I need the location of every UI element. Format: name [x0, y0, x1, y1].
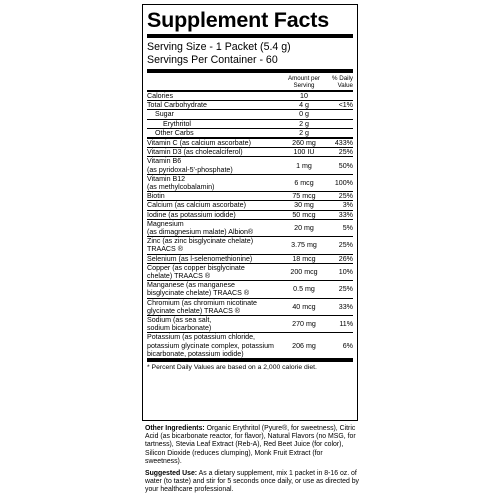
nutrient-daily-value: 433%: [334, 139, 353, 148]
nutrient-row: [147, 315, 353, 332]
nutrient-name-line: Chromium (as chromium nicotinate: [147, 298, 257, 307]
nutrient-name: [147, 220, 285, 236]
nutrient-name: [147, 201, 285, 209]
nutrient-amount: 30 mg: [294, 201, 314, 210]
nutrient-row: [147, 254, 353, 263]
nutrient-daily-value: 33%: [338, 210, 353, 219]
nutrient-name-line: Erythritol: [163, 119, 191, 128]
nutrient-daily-value: 33%: [338, 302, 353, 311]
suggested-use-text: As a dietary supplement, mix 1 packet in 8-16 oz. of water (to taste) and stir for 5 seconds once daily, or use as directed by your healthcare professional.: [145, 470, 359, 494]
nutrient-row: [147, 210, 353, 219]
nutrient-amount: 4 g: [299, 101, 309, 110]
suggested-use: [145, 470, 360, 495]
nutrient-name-line: Biotin: [147, 192, 165, 201]
supplement-facts-panel: [142, 4, 358, 421]
nutrient-row: [147, 109, 353, 118]
nutrient-name-line: bicarbonate, potassium iodide): [147, 349, 244, 358]
nutrient-row: [147, 263, 353, 280]
nutrient-name-line: Other Carbs: [155, 128, 194, 137]
nutrient-name-line: Calcium (as calcium ascorbate): [147, 201, 246, 210]
nutrient-daily-value: 25%: [338, 148, 353, 157]
nutrient-daily-value: 26%: [338, 254, 353, 263]
nutrient-name: [147, 255, 285, 263]
nutrient-name: [147, 148, 285, 156]
nutrient-daily-value: 25%: [338, 285, 353, 294]
nutrient-row: [147, 90, 353, 100]
nutrient-row: [147, 200, 353, 209]
nutrient-name-line: Potassium (as potassium chloride,: [147, 333, 256, 342]
nutrient-name: [147, 157, 285, 173]
nutrient-daily-value: 100%: [334, 178, 353, 187]
nutrient-name: [147, 175, 285, 191]
nutrient-name-line: Copper (as copper bisglycinate: [147, 263, 245, 272]
nutrient-row: [147, 280, 353, 297]
nutrient-daily-value: 25%: [338, 192, 353, 201]
nutrient-name-line: Vitamin B6: [147, 157, 182, 166]
nutrient-name-line: glycinate chelate) TRAACS ®: [147, 306, 241, 315]
nutrient-amount: 2 g: [299, 119, 309, 128]
nutrient-name-line: Vitamin C (as calcium ascorbate): [147, 139, 251, 148]
servings-per-container: Servings Per Container - 60: [147, 53, 278, 66]
nutrient-row: [147, 137, 353, 147]
nutrient-row: [147, 219, 353, 236]
nutrient-row: [147, 298, 353, 315]
nutrient-daily-value: 10%: [338, 267, 353, 276]
nutrient-daily-value: 50%: [338, 161, 353, 170]
nutrient-name-line: Total Carbohydrate: [147, 101, 207, 110]
nutrient-name-line: Vitamin B12: [147, 174, 186, 183]
nutrient-name: [147, 101, 285, 109]
nutrient-name-line: (as dimagnesium malate) Albion®: [147, 228, 254, 237]
nutrient-amount: 270 mg: [292, 320, 316, 329]
suggested-use-label: Suggested Use:: [145, 470, 198, 477]
header-daily-value: % Daily Value: [332, 75, 353, 89]
nutrient-row: [147, 236, 353, 253]
nutrient-name: [147, 264, 285, 280]
nutrient-name: [147, 316, 285, 332]
nutrient-amount: 75 mcg: [292, 192, 316, 201]
nutrient-daily-value: 5%: [342, 223, 353, 232]
nutrient-name-line: sodium bicarbonate): [147, 324, 212, 333]
nutrient-amount: 50 mcg: [292, 210, 316, 219]
other-ingredients: [145, 425, 360, 466]
nutrient-row: [147, 100, 353, 109]
nutrient-row: [147, 174, 353, 191]
nutrient-amount: 10: [300, 92, 308, 100]
nutrient-row: [147, 147, 353, 156]
nutrient-name: [147, 192, 285, 200]
nutrient-name-line: Vitamin D3 (as cholecalciferol): [147, 148, 243, 157]
nutrient-amount: 0.5 mg: [293, 285, 315, 294]
nutrient-name: [147, 237, 285, 253]
nutrient-amount: 100 IU: [293, 148, 315, 157]
nutrient-amount: 6 mcg: [294, 178, 314, 187]
nutrient-daily-value: 11%: [339, 320, 353, 329]
nutrient-amount: 260 mg: [292, 139, 316, 148]
nutrient-rows: [147, 90, 353, 358]
nutrient-row: [147, 156, 353, 173]
nutrient-amount: 0 g: [299, 110, 309, 119]
nutrient-row: [147, 128, 353, 137]
nutrient-name-line: bisglycinate chelate) TRAACS ®: [147, 289, 250, 298]
nutrient-name: [147, 211, 285, 219]
nutrient-name: [147, 120, 285, 128]
nutrient-name-line: Magnesium: [147, 219, 184, 228]
nutrient-name: [147, 92, 285, 100]
other-ingredients-text: Organic Erythritol (Pyure®, for sweetness), Citric Acid (as bicarbonate reactor, for flavor), Natural Flavors (no MSG, for tartness), Stevia Leaf Extract (Reb-A), Red Beet Juice (for color), Silicon Dioxide (reduces clumping), Monk Fruit Extract (for sweetness).: [145, 425, 356, 465]
header-amount: Amount per Serving: [288, 75, 320, 89]
nutrient-daily-value: 3%: [342, 201, 353, 210]
nutrient-name-line: TRAACS ®: [147, 245, 183, 254]
nutrient-amount: 206 mg: [292, 341, 316, 350]
nutrient-name: [147, 129, 285, 137]
nutrient-daily-value: 6%: [342, 341, 353, 350]
nutrient-name: [147, 299, 285, 315]
other-ingredients-label: Other Ingredients:: [145, 425, 205, 432]
table-header: [147, 75, 353, 90]
nutrient-name-line: chelate) TRAACS ®: [147, 272, 211, 281]
nutrient-daily-value: <1%: [338, 101, 353, 110]
nutrient-row: [147, 191, 353, 200]
nutrient-amount: 1 mg: [296, 161, 312, 170]
nutrient-name: [147, 281, 285, 297]
nutrient-name-line: Iodine (as potassium iodide): [147, 210, 236, 219]
nutrient-name-line: Calories: [147, 92, 174, 100]
nutrient-name-line: Selenium (as l-selenomethionine): [147, 254, 253, 263]
nutrient-name-line: (as methylcobalamin): [147, 183, 215, 192]
nutrient-name-line: Manganese (as manganese: [147, 281, 235, 290]
nutrient-amount: 20 mg: [294, 223, 314, 232]
nutrient-amount: 3.75 mg: [291, 241, 317, 250]
title-rule: [147, 34, 353, 38]
nutrient-daily-value: 25%: [338, 241, 353, 250]
nutrient-name-line: potassium glycinate complex, potassium: [147, 341, 274, 350]
nutrient-name: [147, 139, 285, 147]
nutrient-name: [147, 333, 285, 358]
serving-rule: [147, 69, 353, 73]
nutrient-name-line: (as pyridoxal-5'-phosphate): [147, 165, 233, 174]
nutrient-name: [147, 110, 285, 118]
nutrient-name-line: Sodium (as sea salt,: [147, 316, 212, 325]
panel-title: Supplement Facts: [147, 8, 329, 32]
nutrient-name-line: Sugar: [155, 110, 174, 119]
nutrient-amount: 2 g: [299, 128, 309, 137]
nutrient-amount: 200 mcg: [290, 267, 318, 276]
footnote: * Percent Daily Values are based on a 2,000 calorie diet.: [147, 364, 317, 372]
serving-size: Serving Size - 1 Packet (5.4 g): [147, 41, 291, 53]
nutrient-amount: 18 mcg: [292, 254, 316, 263]
nutrient-row: [147, 119, 353, 128]
nutrient-name-line: Zinc (as zinc bisglycinate chelate): [147, 237, 254, 246]
nutrient-amount: 40 mcg: [292, 302, 316, 311]
nutrient-row: [147, 332, 353, 358]
